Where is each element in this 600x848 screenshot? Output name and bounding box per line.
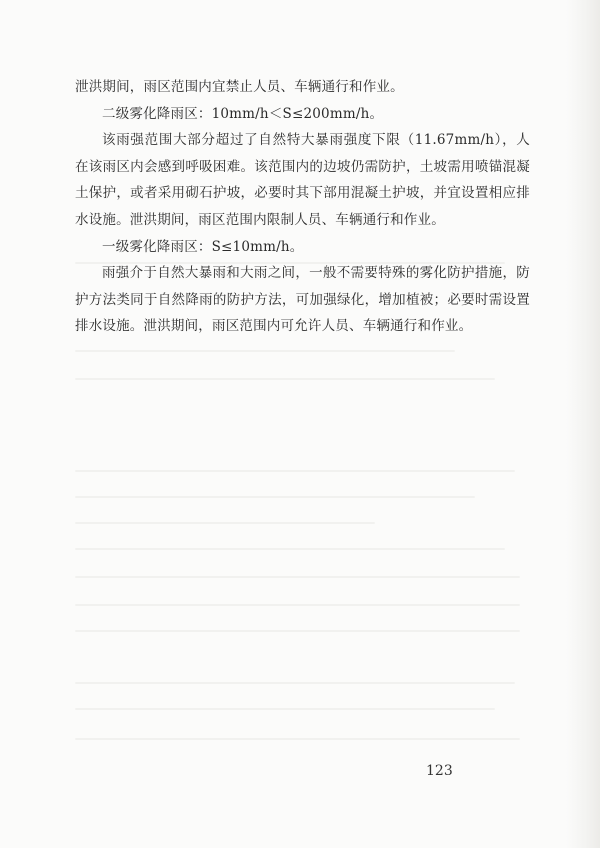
paragraph-flood-discharge-prohibit: 泄洪期间，雨区范围内宜禁止人员、车辆通行和作业。 [75, 79, 404, 95]
show-through-line [75, 522, 375, 524]
paragraph-level-2-description: 该雨强范围大部分超过了自然特大暴雨强度下限（11.67mm/h），人在该雨区内会感到呼吸困难。该范围内的边坡仍需防护，土坡需用喷锚混凝土保护，或者采用砌石护坡，必要时其下部用混凝土护坡，并宜设置相应排水设施。泄洪期间，雨区范围内限制人员、车辆通行和作业。 [75, 132, 530, 228]
show-through-line [75, 738, 520, 740]
show-through-line [75, 604, 520, 606]
show-through-line [75, 682, 515, 684]
show-through-line [75, 496, 475, 498]
paragraph-level-1-description: 雨强介于自然大暴雨和大雨之间，一般不需要特殊的雾化防护措施，防护方法类同于自然降雨的防护方法，可加强绿化，增加植被；必要时需设置排水设施。泄洪期间，雨区范围内可允许人员、车辆通行和作业。 [75, 265, 530, 335]
page-edge-shadow [566, 0, 600, 848]
show-through-line [75, 350, 455, 352]
show-through-line [75, 470, 515, 472]
show-through-line [75, 630, 520, 632]
show-through-line [75, 548, 505, 550]
heading-level-1-rain-zone: 一级雾化降雨区：S≤10mm/h。 [102, 238, 304, 255]
heading-level-2-rain-zone: 二级雾化降雨区：10mm/h＜S≤200mm/h。 [102, 105, 384, 122]
body-text [75, 74, 530, 340]
show-through-line [75, 576, 520, 578]
show-through-line [75, 378, 495, 380]
page-number: 123 [426, 763, 453, 779]
show-through-line [75, 708, 495, 710]
